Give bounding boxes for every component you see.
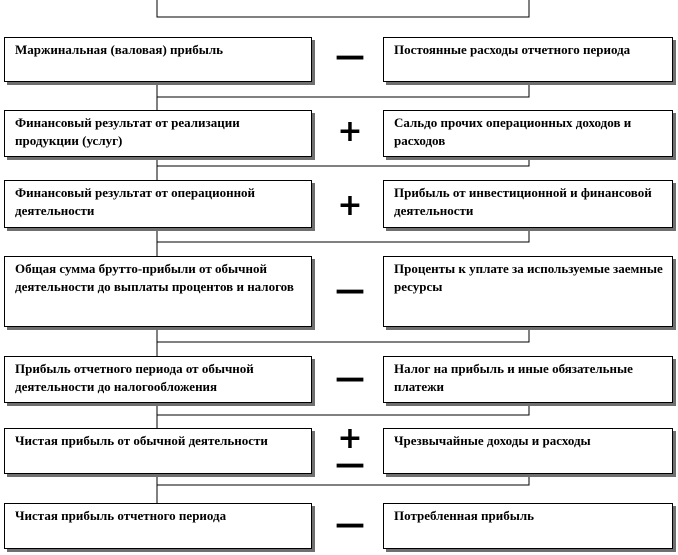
row6-right-label: Чрезвычайные доходы и расходы (394, 433, 591, 448)
row3-left-label: Финансовый результат от операционной деятельности (15, 185, 256, 218)
row2-left-label: Финансовый результат от реализации продукции (услуг) (15, 115, 240, 148)
connector-top (157, 0, 529, 17)
row5-left-box (4, 356, 312, 403)
row4-operator: — (335, 273, 365, 308)
row6-operator-plus: + (337, 421, 363, 456)
row1-right-label: Постоянные расходы отчетного периода (394, 42, 631, 57)
row2-operator: + (337, 114, 363, 149)
row6-right-box (383, 428, 673, 474)
row5-left-label: Прибыль отчетного периода от обычной деятельности до налогообложения (15, 361, 254, 394)
row1-operator: — (335, 39, 365, 74)
connector-4-5 (157, 327, 529, 342)
row7-left-box (4, 503, 312, 549)
row5-right-box (383, 356, 673, 403)
row3-left-box (4, 180, 312, 228)
row5-operator: — (335, 361, 365, 396)
row4-right-box (383, 256, 673, 327)
row3-right-box (383, 180, 673, 228)
row1-left-box (4, 37, 312, 82)
connector-3-4 (157, 228, 529, 242)
row5-right-label: Налог на прибыль и иные обязательные платежи (394, 361, 633, 394)
row2-right-label: Сальдо прочих операционных доходов и расходов (394, 115, 632, 148)
row6-operator-minus: — (335, 447, 365, 482)
row7-left-label: Чистая прибыль отчетного периода (15, 508, 227, 523)
row1-left-label: Маржинальная (валовая) прибыль (15, 42, 224, 57)
row7-right-label: Потребленная прибыль (394, 508, 535, 523)
row6-left-label: Чистая прибыль от обычной деятельности (15, 433, 268, 448)
connector-5-6 (157, 403, 529, 415)
row4-right-label: Проценты к уплате за используемые заемные ресурсы (394, 261, 663, 294)
row1-right-box (383, 37, 673, 82)
connector-1-2 (157, 82, 529, 97)
connector-2-3 (157, 157, 529, 166)
row4-left-label: Общая сумма брутто-прибыли от обычной деятельности до выплаты процентов и налогов (15, 261, 294, 294)
row3-operator: + (337, 188, 363, 223)
row4-left-box (4, 256, 312, 327)
row6-left-box (4, 428, 312, 474)
row7-operator: — (335, 507, 365, 542)
row2-left-box (4, 110, 312, 157)
row7-right-box (383, 503, 673, 549)
row3-right-label: Прибыль от инвестиционной и финансовой деятельности (394, 185, 652, 218)
row2-right-box (383, 110, 673, 157)
